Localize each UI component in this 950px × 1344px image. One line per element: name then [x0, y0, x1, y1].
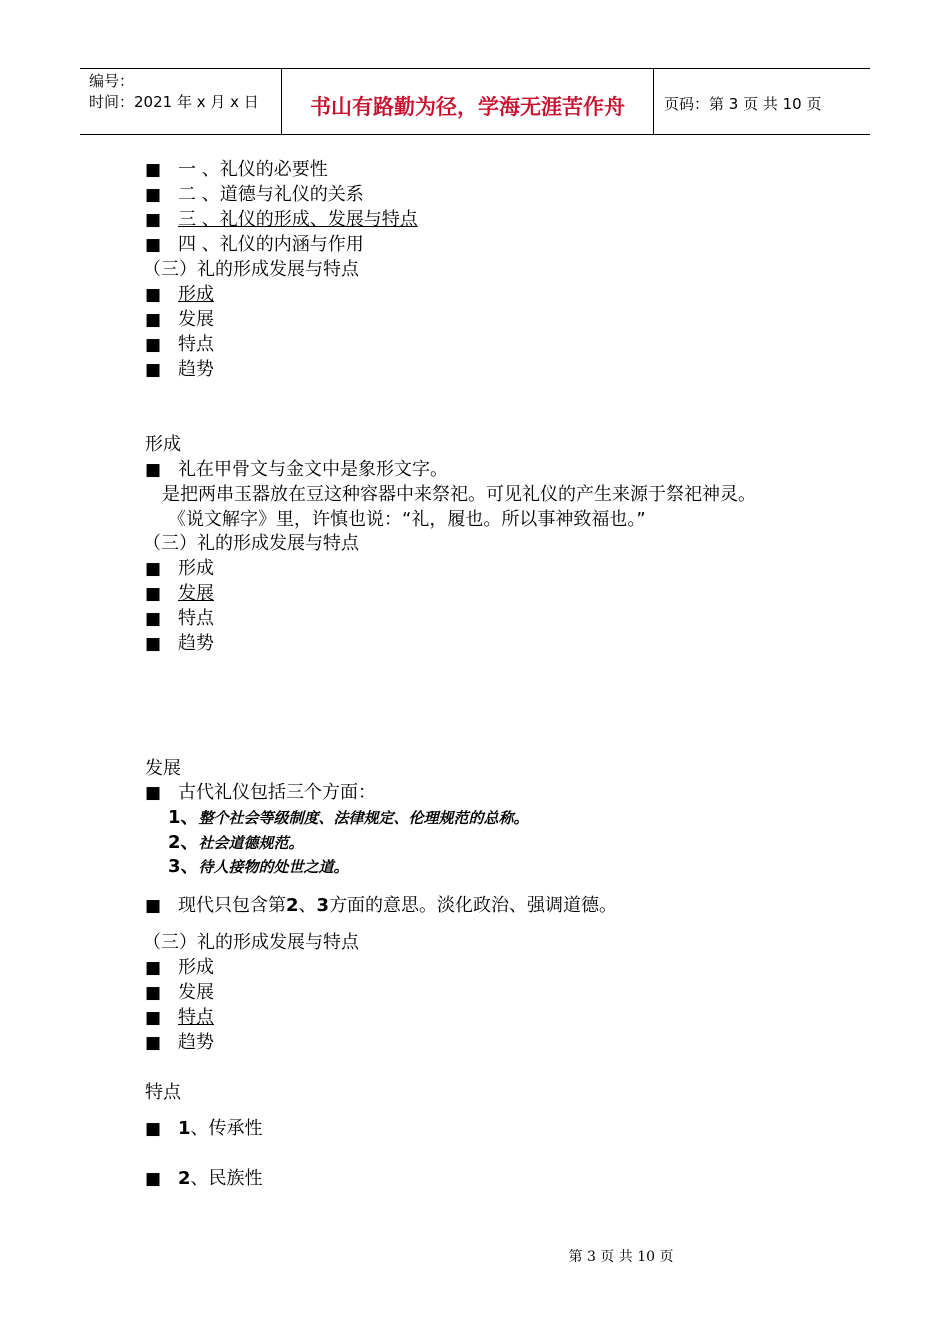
feature-item: ■ 1、传承性 [145, 1116, 263, 1142]
bullet-icon: ■ [145, 584, 162, 604]
subtopic-item: ■ 趋势 [145, 357, 214, 383]
subtopic-item: ■ 发展 [145, 581, 214, 607]
formation-bullet: ■ 礼在甲骨文与金文中是象形文字。 [145, 457, 448, 483]
header-time: 时间：2021 年 x 月 x 日 [89, 93, 259, 111]
bullet-icon: ■ [145, 783, 162, 803]
subtopic-item: ■ 发展 [145, 980, 214, 1006]
subtopic-item: ■ 形成 [145, 282, 214, 308]
features-heading: 特点 [145, 1082, 181, 1103]
bullet-icon: ■ [145, 235, 162, 255]
bullet-icon: ■ [145, 360, 162, 380]
bullet-icon: ■ [145, 1008, 162, 1028]
bullet-icon: ■ [145, 310, 162, 330]
section-title: （三）礼的形成发展与特点 [143, 259, 359, 280]
bullet-icon: ■ [145, 1169, 162, 1189]
bullet-icon: ■ [145, 559, 162, 579]
subtopic-item: ■ 趋势 [145, 631, 214, 657]
subtopic-item: ■ 特点 [145, 1005, 214, 1031]
formation-heading: 形成 [145, 434, 181, 455]
bullet-icon: ■ [145, 896, 162, 916]
subtopic-item: ■ 趋势 [145, 1030, 214, 1056]
development-item: 2、社会道德规范。 [168, 832, 304, 853]
page-header [80, 68, 870, 135]
bullet-icon: ■ [145, 609, 162, 629]
development-bullet: ■ 古代礼仪包括三个方面： [145, 780, 376, 806]
page-footer: 第 3 页 共 10 页 [568, 1249, 674, 1265]
bullet-icon: ■ [145, 285, 162, 305]
bullet-icon: ■ [145, 185, 162, 205]
subtopic-item: ■ 特点 [145, 606, 214, 632]
subtopic-item: ■ 特点 [145, 332, 214, 358]
bullet-icon: ■ [145, 1119, 162, 1139]
development-item: 1、整个社会等级制度、法律规定、伦理规范的总称。 [168, 807, 529, 828]
toc-item: ■ 四 、礼仪的内涵与作用 [145, 232, 364, 258]
bullet-icon: ■ [145, 983, 162, 1003]
bullet-icon: ■ [145, 1033, 162, 1053]
subtopic-item: ■ 形成 [145, 556, 214, 582]
section-title: （三）礼的形成发展与特点 [143, 932, 359, 953]
bullet-icon: ■ [145, 634, 162, 654]
bullet-icon: ■ [145, 210, 162, 230]
section-title: （三）礼的形成发展与特点 [143, 533, 359, 554]
toc-item: ■ 二 、道德与礼仪的关系 [145, 182, 364, 208]
subtopic-item: ■ 形成 [145, 955, 214, 981]
subtopic-item: ■ 发展 [145, 307, 214, 333]
development-modern: ■ 现代只包含第2、3方面的意思。淡化政治、强调道德。 [145, 893, 617, 919]
header-motto: 书山有路勤为径，学海无涯苦作舟 [282, 69, 654, 134]
bullet-icon: ■ [145, 460, 162, 480]
development-heading: 发展 [145, 758, 181, 779]
toc-item: ■ 一 、礼仪的必要性 [145, 157, 328, 183]
feature-item: ■ 2、民族性 [145, 1166, 263, 1192]
formation-text: 是把两串玉器放在豆这种容器中来祭祀。可见礼仪的产生来源于祭祀神灵。 [162, 484, 756, 505]
header-meta [80, 69, 282, 134]
bullet-icon: ■ [145, 958, 162, 978]
formation-quote: 《说文解字》里，许慎也说：“礼，履也。所以事神致福也。” [168, 509, 646, 530]
toc-item: ■ 三 、礼仪的形成、发展与特点 [145, 207, 418, 233]
bullet-icon: ■ [145, 160, 162, 180]
development-item: 3、待人接物的处世之道。 [168, 856, 349, 877]
header-page-info: 页码：第 3 页 共 10 页 [664, 94, 822, 113]
bullet-icon: ■ [145, 335, 162, 355]
header-number: 编号： [89, 72, 135, 90]
